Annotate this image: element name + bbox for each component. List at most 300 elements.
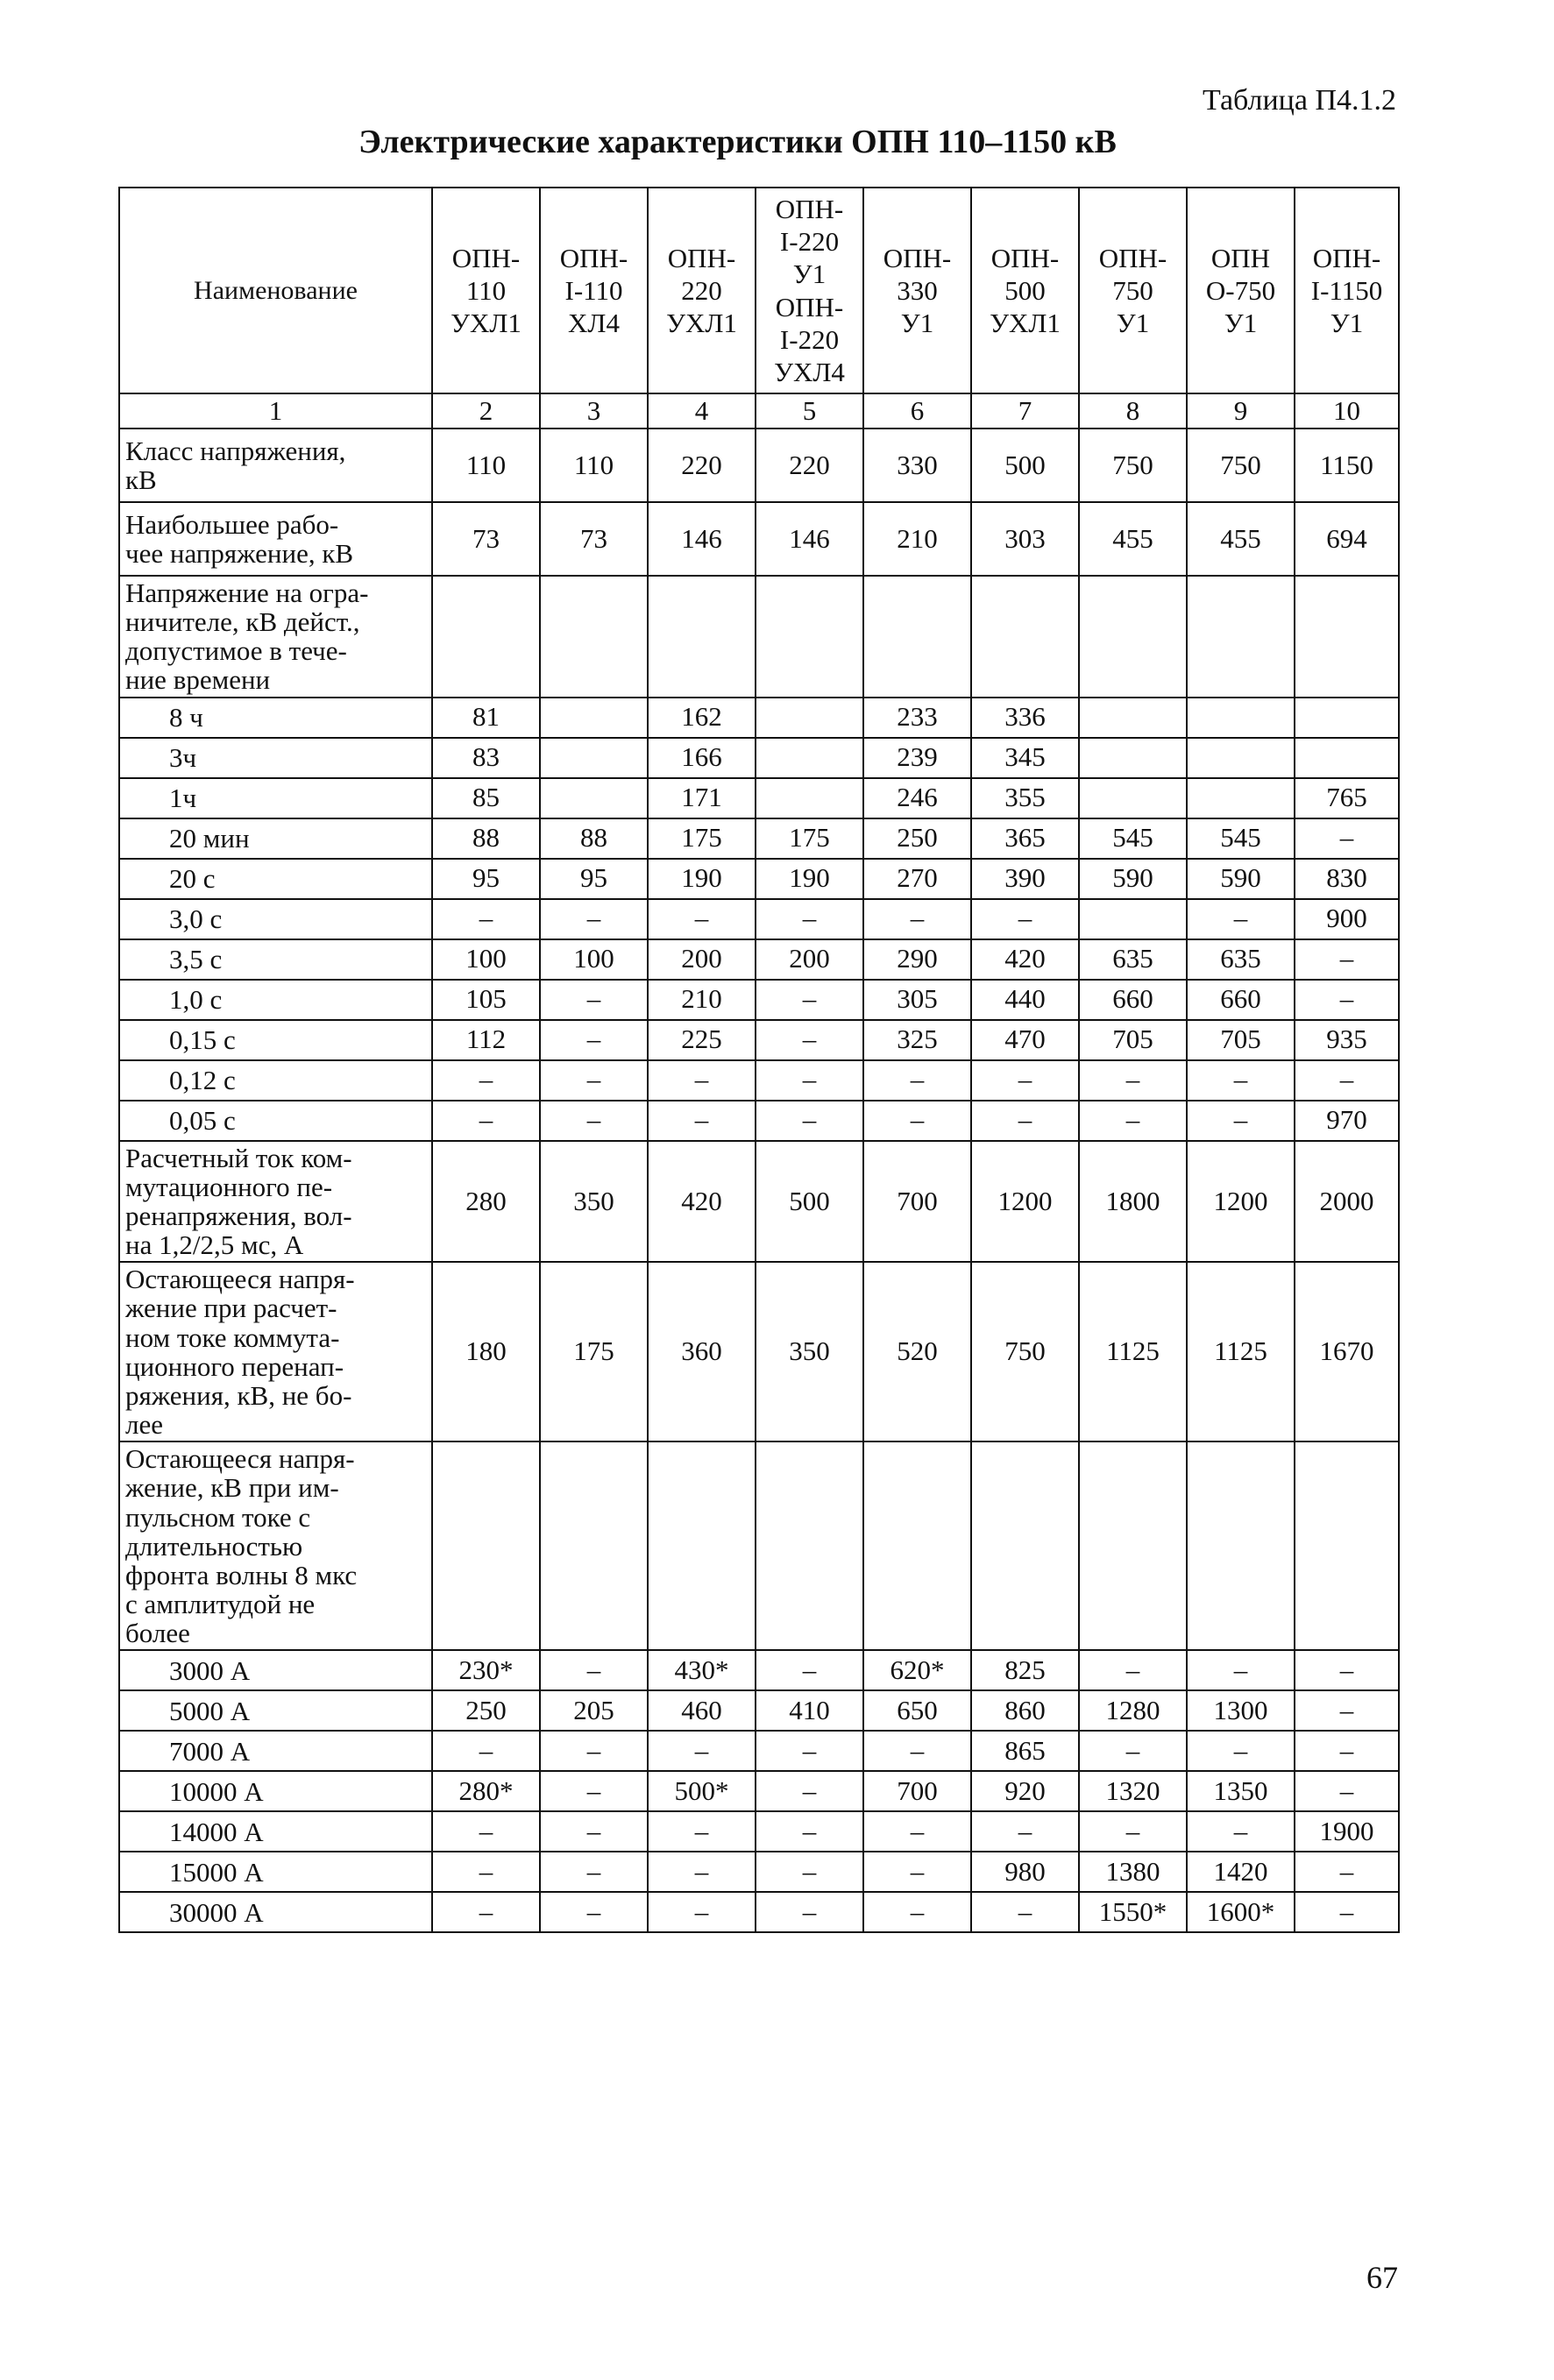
- value-cell: 280: [432, 1141, 540, 1263]
- header-line: I-220: [779, 226, 840, 258]
- value-cell: [756, 698, 863, 738]
- value-cell: 95: [432, 859, 540, 899]
- row-sublabel: 15000 А: [119, 1852, 432, 1892]
- header-cell-model: [1295, 188, 1399, 393]
- value-cell: –: [540, 1852, 648, 1892]
- value-cell: –: [540, 1811, 648, 1852]
- value-cell: [1295, 1441, 1399, 1650]
- value-cell: 330: [863, 429, 971, 502]
- header-cell-model: [648, 188, 756, 393]
- value-cell: 500: [971, 429, 1079, 502]
- column-number-cell: 5: [756, 393, 863, 429]
- table-row: [119, 1852, 1399, 1892]
- column-number-cell: 3: [540, 393, 648, 429]
- value-cell: 1200: [1187, 1141, 1295, 1263]
- value-cell: 390: [971, 859, 1079, 899]
- row-label-line: Расчетный ток ком-: [125, 1142, 352, 1173]
- value-cell: 100: [540, 939, 648, 980]
- value-cell: [1079, 738, 1187, 778]
- value-cell: 73: [540, 502, 648, 576]
- page-title: Электрические характеристики ОПН 110–1150 кВ: [358, 124, 1117, 160]
- value-cell: –: [540, 1101, 648, 1141]
- value-cell: [1079, 778, 1187, 818]
- value-cell: 146: [648, 502, 756, 576]
- value-cell: 88: [432, 818, 540, 859]
- value-cell: [648, 576, 756, 698]
- value-cell: –: [540, 1020, 648, 1060]
- value-cell: 180: [432, 1262, 540, 1441]
- value-cell: 935: [1295, 1020, 1399, 1060]
- row-sublabel: 0,05 с: [119, 1101, 432, 1141]
- value-cell: –: [648, 899, 756, 939]
- value-cell: 520: [863, 1262, 971, 1441]
- table-row: [119, 899, 1399, 939]
- value-cell: –: [1079, 1650, 1187, 1690]
- value-cell: [432, 1441, 540, 1650]
- value-cell: –: [863, 1892, 971, 1932]
- row-label-line: с амплитудой не: [125, 1588, 316, 1619]
- header-cell-model: [432, 188, 540, 393]
- value-cell: 73: [432, 502, 540, 576]
- header-cell-model: [756, 188, 863, 393]
- value-cell: [1079, 1441, 1187, 1650]
- value-cell: 455: [1187, 502, 1295, 576]
- table-row: [119, 1141, 1399, 1263]
- value-cell: 336: [971, 698, 1079, 738]
- value-cell: –: [756, 1060, 863, 1101]
- value-cell: 470: [971, 1020, 1079, 1060]
- header-line: ОПН-: [559, 242, 628, 273]
- value-cell: –: [648, 1731, 756, 1771]
- row-label-line: Наибольшее рабо-: [125, 508, 339, 540]
- value-cell: 1125: [1187, 1262, 1295, 1441]
- value-cell: 694: [1295, 502, 1399, 576]
- value-cell: 420: [648, 1141, 756, 1263]
- value-cell: 440: [971, 980, 1079, 1020]
- value-cell: 1280: [1079, 1690, 1187, 1731]
- header-line: I-220: [779, 323, 840, 355]
- value-cell: 365: [971, 818, 1079, 859]
- row-label-line: Остающееся напря-: [125, 1443, 355, 1475]
- value-cell: –: [1295, 1731, 1399, 1771]
- value-cell: 1200: [971, 1141, 1079, 1263]
- value-cell: [540, 576, 648, 698]
- value-cell: –: [540, 1731, 648, 1771]
- row-label-line: Напряжение на огра-: [125, 577, 369, 608]
- row-sublabel: 3ч: [119, 738, 432, 778]
- value-cell: 1800: [1079, 1141, 1187, 1263]
- value-cell: 175: [756, 818, 863, 859]
- value-cell: –: [971, 1101, 1079, 1141]
- value-cell: 85: [432, 778, 540, 818]
- column-number-cell: 1: [119, 393, 432, 429]
- value-cell: 1600*: [1187, 1892, 1295, 1932]
- row-sublabel: 0,12 с: [119, 1060, 432, 1101]
- row-label-line: ние времени: [125, 664, 271, 696]
- value-cell: 825: [971, 1650, 1079, 1690]
- table-row: [119, 698, 1399, 738]
- value-cell: –: [648, 1892, 756, 1932]
- value-cell: 280*: [432, 1771, 540, 1811]
- value-cell: [756, 1441, 863, 1650]
- value-cell: 545: [1187, 818, 1295, 859]
- value-cell: 175: [540, 1262, 648, 1441]
- value-cell: –: [971, 1060, 1079, 1101]
- value-cell: –: [1295, 1060, 1399, 1101]
- value-cell: 345: [971, 738, 1079, 778]
- value-cell: 171: [648, 778, 756, 818]
- value-cell: 325: [863, 1020, 971, 1060]
- value-cell: –: [756, 1650, 863, 1690]
- value-cell: [1187, 576, 1295, 698]
- value-cell: –: [1295, 1690, 1399, 1731]
- row-label-line: жение при расчет-: [125, 1293, 337, 1324]
- value-cell: –: [432, 1811, 540, 1852]
- row-label-line: Остающееся напря-: [125, 1264, 355, 1295]
- value-cell: 590: [1079, 859, 1187, 899]
- row-sublabel: 30000 А: [119, 1892, 432, 1932]
- value-cell: 146: [756, 502, 863, 576]
- value-cell: –: [540, 1060, 648, 1101]
- value-cell: –: [1295, 1892, 1399, 1932]
- value-cell: 205: [540, 1690, 648, 1731]
- header-line: УХЛ1: [451, 308, 522, 339]
- value-cell: [540, 778, 648, 818]
- table-row: [119, 1020, 1399, 1060]
- header-row: [119, 188, 1399, 393]
- row-sublabel: 3000 А: [119, 1650, 432, 1690]
- value-cell: 1320: [1079, 1771, 1187, 1811]
- value-cell: –: [432, 899, 540, 939]
- value-cell: 1150: [1295, 429, 1399, 502]
- value-cell: –: [1079, 1811, 1187, 1852]
- value-cell: 81: [432, 698, 540, 738]
- value-cell: 970: [1295, 1101, 1399, 1141]
- row-sublabel: 8 ч: [119, 698, 432, 738]
- value-cell: [1187, 738, 1295, 778]
- value-cell: 830: [1295, 859, 1399, 899]
- value-cell: 750: [1187, 429, 1295, 502]
- column-number-cell: 2: [432, 393, 540, 429]
- value-cell: –: [756, 1771, 863, 1811]
- table-row: [119, 1441, 1399, 1650]
- value-cell: 200: [756, 939, 863, 980]
- row-label-line: длительностью: [125, 1530, 303, 1562]
- value-cell: 1900: [1295, 1811, 1399, 1852]
- value-cell: 355: [971, 778, 1079, 818]
- header-line: ОПН-: [775, 291, 844, 322]
- row-label-line: жение, кВ при им-: [125, 1472, 339, 1504]
- value-cell: –: [756, 980, 863, 1020]
- table-row: [119, 502, 1399, 576]
- value-cell: –: [756, 1020, 863, 1060]
- value-cell: 233: [863, 698, 971, 738]
- row-label-line: фронта волны 8 мкс: [125, 1559, 358, 1590]
- value-cell: –: [540, 1650, 648, 1690]
- value-cell: –: [648, 1811, 756, 1852]
- header-line: I-110: [564, 274, 623, 306]
- value-cell: –: [1187, 1101, 1295, 1141]
- value-cell: 1380: [1079, 1852, 1187, 1892]
- table-row: [119, 980, 1399, 1020]
- row-label-line: ряжения, кВ, не бо-: [125, 1379, 352, 1411]
- row-label-line: допустимое в тече-: [125, 635, 347, 667]
- value-cell: –: [1295, 818, 1399, 859]
- value-cell: 900: [1295, 899, 1399, 939]
- value-cell: 2000: [1295, 1141, 1399, 1263]
- value-cell: –: [756, 1101, 863, 1141]
- value-cell: 210: [648, 980, 756, 1020]
- value-cell: 590: [1187, 859, 1295, 899]
- value-cell: 860: [971, 1690, 1079, 1731]
- value-cell: [863, 1441, 971, 1650]
- table-body: [119, 188, 1399, 1932]
- row-label: [119, 1141, 432, 1263]
- value-cell: –: [432, 1892, 540, 1932]
- header-line: УХЛ4: [774, 356, 845, 387]
- header-line: О-750: [1205, 274, 1276, 306]
- value-cell: –: [756, 899, 863, 939]
- value-cell: [1187, 1441, 1295, 1650]
- value-cell: 105: [432, 980, 540, 1020]
- value-cell: 865: [971, 1731, 1079, 1771]
- value-cell: 95: [540, 859, 648, 899]
- value-cell: 230*: [432, 1650, 540, 1690]
- row-sublabel: 20 мин: [119, 818, 432, 859]
- column-number-cell: 10: [1295, 393, 1399, 429]
- value-cell: –: [1079, 1731, 1187, 1771]
- row-label-line: пульсном токе с: [125, 1501, 311, 1533]
- value-cell: [1295, 738, 1399, 778]
- value-cell: [1295, 576, 1399, 698]
- table-row: [119, 1101, 1399, 1141]
- value-cell: 250: [863, 818, 971, 859]
- value-cell: 220: [756, 429, 863, 502]
- header-line: 750: [1112, 274, 1153, 306]
- value-cell: –: [432, 1060, 540, 1101]
- row-label-line: мутационного пе-: [125, 1171, 333, 1202]
- value-cell: 650: [863, 1690, 971, 1731]
- value-cell: –: [432, 1101, 540, 1141]
- header-line: ОПН-: [775, 193, 844, 224]
- value-cell: 100: [432, 939, 540, 980]
- value-cell: 635: [1079, 939, 1187, 980]
- value-cell: [863, 576, 971, 698]
- value-cell: –: [1187, 1811, 1295, 1852]
- header-line: ХЛ4: [568, 308, 620, 339]
- value-cell: 750: [1079, 429, 1187, 502]
- value-cell: –: [863, 1731, 971, 1771]
- header-line: 110: [465, 274, 507, 306]
- value-cell: 290: [863, 939, 971, 980]
- value-cell: [1079, 698, 1187, 738]
- row-label-line: чее напряжение, кВ: [125, 538, 354, 569]
- value-cell: 303: [971, 502, 1079, 576]
- value-cell: 500: [756, 1141, 863, 1263]
- value-cell: 500*: [648, 1771, 756, 1811]
- value-cell: 1350: [1187, 1771, 1295, 1811]
- value-cell: –: [756, 1852, 863, 1892]
- header-line: УХЛ1: [990, 308, 1061, 339]
- row-sublabel: 0,15 с: [119, 1020, 432, 1060]
- header-line: УХЛ1: [666, 308, 737, 339]
- value-cell: 270: [863, 859, 971, 899]
- header-line: У1: [900, 308, 934, 339]
- row-label: [119, 1262, 432, 1441]
- header-line: У1: [1330, 308, 1364, 339]
- row-sublabel: 3,0 с: [119, 899, 432, 939]
- row-label-line: ничителе, кВ дейст.,: [125, 606, 360, 638]
- header-line: 500: [1004, 274, 1046, 306]
- column-number-cell: 4: [648, 393, 756, 429]
- header-cell-model: [971, 188, 1079, 393]
- row-label-line: лее: [125, 1409, 163, 1441]
- header-line: ОПН-: [667, 242, 736, 273]
- value-cell: 305: [863, 980, 971, 1020]
- value-cell: –: [540, 899, 648, 939]
- row-sublabel: 10000 А: [119, 1771, 432, 1811]
- value-cell: –: [1079, 1101, 1187, 1141]
- value-cell: –: [1187, 1060, 1295, 1101]
- value-cell: 110: [432, 429, 540, 502]
- value-cell: 239: [863, 738, 971, 778]
- value-cell: –: [863, 1101, 971, 1141]
- header-line: У1: [1224, 308, 1258, 339]
- header-cell-model: [1187, 188, 1295, 393]
- value-cell: [971, 576, 1079, 698]
- row-sublabel: 5000 А: [119, 1690, 432, 1731]
- table-row: [119, 429, 1399, 502]
- value-cell: 545: [1079, 818, 1187, 859]
- value-cell: 112: [432, 1020, 540, 1060]
- header-line: У1: [792, 259, 827, 290]
- row-sublabel: 7000 А: [119, 1731, 432, 1771]
- page-number: 67: [1366, 2260, 1398, 2295]
- value-cell: 1125: [1079, 1262, 1187, 1441]
- value-cell: 83: [432, 738, 540, 778]
- header-line: У1: [1116, 308, 1150, 339]
- value-cell: –: [756, 1811, 863, 1852]
- value-cell: [540, 1441, 648, 1650]
- header-line: ОПН-: [1098, 242, 1167, 273]
- value-cell: [1079, 576, 1187, 698]
- column-number-cell: 8: [1079, 393, 1187, 429]
- value-cell: –: [540, 1771, 648, 1811]
- value-cell: 246: [863, 778, 971, 818]
- row-sublabel: 1ч: [119, 778, 432, 818]
- value-cell: [1079, 899, 1187, 939]
- value-cell: [756, 778, 863, 818]
- value-cell: –: [648, 1852, 756, 1892]
- table-row: [119, 939, 1399, 980]
- value-cell: 455: [1079, 502, 1187, 576]
- value-cell: –: [1187, 1731, 1295, 1771]
- value-cell: 980: [971, 1852, 1079, 1892]
- row-sublabel: 1,0 с: [119, 980, 432, 1020]
- row-label: [119, 429, 432, 502]
- value-cell: 750: [971, 1262, 1079, 1441]
- value-cell: –: [540, 1892, 648, 1932]
- value-cell: 162: [648, 698, 756, 738]
- value-cell: –: [432, 1852, 540, 1892]
- header-cell-model: [863, 188, 971, 393]
- value-cell: 660: [1187, 980, 1295, 1020]
- value-cell: 700: [863, 1141, 971, 1263]
- value-cell: –: [863, 899, 971, 939]
- row-label-line: на 1,2/2,5 мс, А: [125, 1229, 304, 1261]
- value-cell: 410: [756, 1690, 863, 1731]
- value-cell: –: [1295, 1650, 1399, 1690]
- value-cell: 200: [648, 939, 756, 980]
- value-cell: –: [1295, 939, 1399, 980]
- header-cell-model: [540, 188, 648, 393]
- value-cell: –: [756, 1731, 863, 1771]
- row-label-line: ционного перенап-: [125, 1350, 344, 1382]
- value-cell: 250: [432, 1690, 540, 1731]
- value-cell: 660: [1079, 980, 1187, 1020]
- value-cell: –: [1187, 899, 1295, 939]
- value-cell: [432, 576, 540, 698]
- value-cell: –: [756, 1892, 863, 1932]
- table-row: [119, 576, 1399, 698]
- value-cell: [540, 698, 648, 738]
- value-cell: 620*: [863, 1650, 971, 1690]
- value-cell: [1187, 698, 1295, 738]
- table-row: [119, 1892, 1399, 1932]
- value-cell: 700: [863, 1771, 971, 1811]
- header-cell-name: Наименование: [119, 188, 432, 393]
- value-cell: 110: [540, 429, 648, 502]
- row-label: [119, 502, 432, 576]
- row-label-line: ренапряжения, вол-: [125, 1200, 352, 1231]
- value-cell: –: [863, 1060, 971, 1101]
- header-line: I-1150: [1310, 274, 1383, 306]
- value-cell: 460: [648, 1690, 756, 1731]
- table-row: [119, 1731, 1399, 1771]
- value-cell: [971, 1441, 1079, 1650]
- column-number-cell: 6: [863, 393, 971, 429]
- table-row: [119, 738, 1399, 778]
- value-cell: 190: [756, 859, 863, 899]
- table-row: [119, 1262, 1399, 1441]
- value-cell: –: [1295, 980, 1399, 1020]
- value-cell: 1550*: [1079, 1892, 1187, 1932]
- table-row: [119, 859, 1399, 899]
- row-label-line: более: [125, 1618, 190, 1649]
- row-sublabel: 14000 А: [119, 1811, 432, 1852]
- row-label: [119, 576, 432, 698]
- value-cell: 88: [540, 818, 648, 859]
- table-row: [119, 1690, 1399, 1731]
- value-cell: 350: [540, 1141, 648, 1263]
- value-cell: 920: [971, 1771, 1079, 1811]
- value-cell: –: [863, 1811, 971, 1852]
- value-cell: 765: [1295, 778, 1399, 818]
- header-line: ОПН-: [990, 242, 1060, 273]
- table-row: [119, 1650, 1399, 1690]
- value-cell: 210: [863, 502, 971, 576]
- value-cell: 175: [648, 818, 756, 859]
- value-cell: 635: [1187, 939, 1295, 980]
- table-row: [119, 1811, 1399, 1852]
- value-cell: –: [540, 980, 648, 1020]
- value-cell: 430*: [648, 1650, 756, 1690]
- row-label-line: ном токе коммута-: [125, 1321, 340, 1353]
- header-line: 330: [897, 274, 938, 306]
- value-cell: 360: [648, 1262, 756, 1441]
- value-cell: 225: [648, 1020, 756, 1060]
- row-label-line: Класс напряжения,: [125, 435, 346, 466]
